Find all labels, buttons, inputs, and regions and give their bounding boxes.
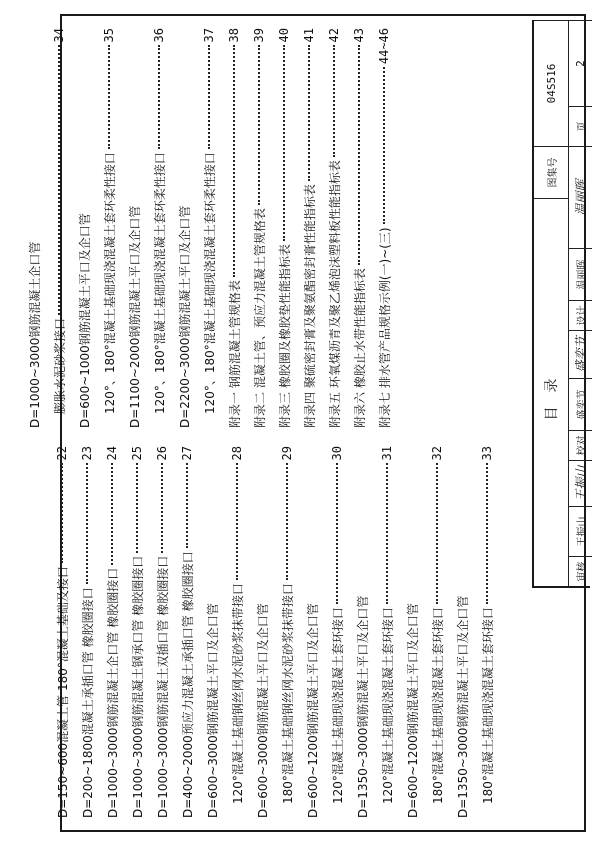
- toc-entry[interactable]: 120°混凝土基础现浇混凝土套环接口 31: [380, 446, 395, 804]
- toc-heading: D=600~1000钢筋混凝土平口及企口管: [77, 213, 92, 428]
- toc-entry[interactable]: D=1000~3000钢筋混凝土企口管 橡胶圈接口 24: [105, 446, 120, 818]
- atlas-number: 04S516: [534, 20, 568, 146]
- toc-entry[interactable]: 膨胀水泥砂浆接口 34: [52, 28, 67, 414]
- designer-name: 温丽晖: [568, 248, 592, 300]
- toc-entry[interactable]: 附录二 混凝土管、预应力混凝土管规格表 39: [252, 28, 267, 428]
- toc-heading: D=2200~3000钢筋混凝土平口及企口管: [177, 205, 192, 428]
- toc-entry[interactable]: 180°混凝土基础钢丝网水泥砂浆抹带接口 29: [280, 446, 295, 804]
- checker-name: 盛奕节: [568, 378, 592, 430]
- toc-entry[interactable]: 120°、180°混凝土基础现浇混凝土套环柔性接口 36: [152, 28, 167, 414]
- toc-entry[interactable]: 附录七 排水管产品规格示例(一)~(三) 44~46: [377, 28, 392, 428]
- designer-signature: 温丽晖: [568, 146, 592, 248]
- toc-entry[interactable]: 120°混凝土基础现浇混凝土套环接口 30: [330, 446, 345, 804]
- toc-heading: D=1000~3000钢筋混凝土企口管: [27, 241, 42, 428]
- toc-heading: D=600~1200钢筋混凝土平口及企口管: [305, 603, 320, 818]
- toc-heading: D=1350~3000钢筋混凝土平口及企口管: [455, 595, 470, 818]
- title-block-bottom-row: [568, 20, 592, 586]
- toc-entry[interactable]: 附录四 聚硫密封膏及聚氨酯密封膏性能指标表 41: [302, 28, 317, 428]
- page-number: 2: [568, 20, 592, 106]
- toc-entry[interactable]: D=1000~3000钢筋混凝土钢承口管 橡胶圈接口 25: [130, 446, 145, 818]
- toc-heading: D=1350~3000钢筋混凝土平口及企口管: [355, 595, 370, 818]
- toc-heading: D=600~3000钢筋混凝土平口及企口管: [205, 603, 220, 818]
- checker-signature: 盛奕节: [568, 330, 592, 378]
- toc-entry[interactable]: 120°、180°混凝土基础现浇混凝土套环柔性接口 35: [102, 28, 117, 414]
- reviewer-name: 王振山: [568, 506, 592, 556]
- rotated-content: [10, 20, 590, 840]
- toc-entry[interactable]: 附录一 钢筋混凝土管规格表 38: [227, 28, 242, 428]
- atlas-number-label: 图集号: [534, 146, 568, 198]
- toc-entry[interactable]: D=150~600混凝土管 180°混凝土基础及接口 22: [55, 446, 70, 818]
- toc-entry[interactable]: D=200~1800混凝土承插口管 橡胶圈接口 23: [80, 446, 95, 818]
- title-block: [532, 20, 590, 588]
- toc-entry[interactable]: D=400~2000预应力混凝土承插口管 橡胶圈接口 27: [180, 446, 195, 818]
- toc-entry[interactable]: 附录五 环氧煤沥青及聚乙烯泡沫塑料板性能指标表 42: [327, 28, 342, 428]
- toc-entry[interactable]: D=1000~3000钢筋混凝土双插口管 橡胶圈接口 26: [155, 446, 170, 818]
- toc-entry[interactable]: 120°混凝土基础钢丝网水泥砂浆抹带接口 28: [230, 446, 245, 804]
- reviewer-signature: 王振山: [568, 460, 592, 506]
- toc-heading: D=600~3000钢筋混凝土平口及企口管: [255, 603, 270, 818]
- toc-entry[interactable]: 附录六 橡胶止水带性能指标表 43: [352, 28, 367, 428]
- toc-entry[interactable]: 附录三 橡胶圈及橡胶垫性能指标表 40: [277, 28, 292, 428]
- review-label: 审核: [568, 556, 592, 586]
- toc-entry[interactable]: 180°混凝土基础现浇混凝土套环接口 33: [480, 446, 495, 804]
- sheet-title: 目录: [534, 198, 568, 586]
- page-label: 页: [568, 106, 592, 146]
- toc-entry[interactable]: 180°混凝土基础现浇混凝土套环接口 32: [430, 446, 445, 804]
- design-label: 设计: [568, 300, 592, 330]
- toc-heading: D=1100~2000钢筋混凝土平口及企口管: [127, 205, 142, 428]
- toc-heading: D=600~1200钢筋混凝土平口及企口管: [405, 603, 420, 818]
- title-block-top-row: [534, 20, 569, 586]
- check-label: 校对: [568, 430, 592, 460]
- toc-entry[interactable]: 120°、180°混凝土基础现浇混凝土套环柔性接口 37: [202, 28, 217, 414]
